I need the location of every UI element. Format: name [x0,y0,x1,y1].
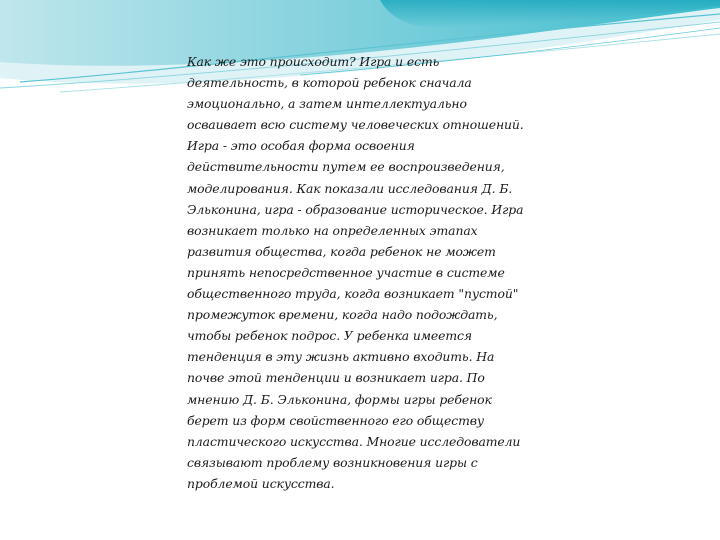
text-line: принять непосредственное участие в системе [187,264,505,280]
text-line: почве этой тенденции и возникает игра. По [187,370,485,386]
text-line: действительности путем ее воспроизведения, [187,159,505,175]
text-line: эмоционально, а затем интеллектуально [187,96,467,112]
body-text [187,51,532,494]
text-line: Игра - это особая форма освоения [187,138,415,154]
text-line: Эльконина, игра - образование историческое. Игра [187,201,524,217]
text-line: деятельность, в которой ребенок сначала [187,75,472,91]
text-line: общественного труда, когда возникает "пустой" [187,286,519,302]
text-line: развития общества, когда ребенок не может [187,243,496,259]
text-line: проблемой искусства. [187,475,335,491]
text-line: Как же это происходит? Игра и есть [187,54,440,69]
text-line: промежуток времени, когда надо подождать, [187,307,498,323]
text-line: чтобы ребенок подрос. У ребенка имеется [187,328,472,344]
text-line: тенденция в эту жизнь активно входить. На [187,349,495,365]
text-line: мнению Д. Б. Эльконина, формы игры ребенок [187,391,492,407]
text-line: пластического искусства. Многие исследователи [187,433,521,449]
text-line: моделирования. Как показали исследования Д. Б. [187,180,513,196]
text-line: берет из форм свойственного его обществу [187,412,484,428]
text-line: возникает только на определенных этапах [187,222,478,238]
text-line: осваивает всю систему человеческих отношений. [187,117,524,133]
text-line: связывают проблему возникновения игры с [187,454,478,470]
